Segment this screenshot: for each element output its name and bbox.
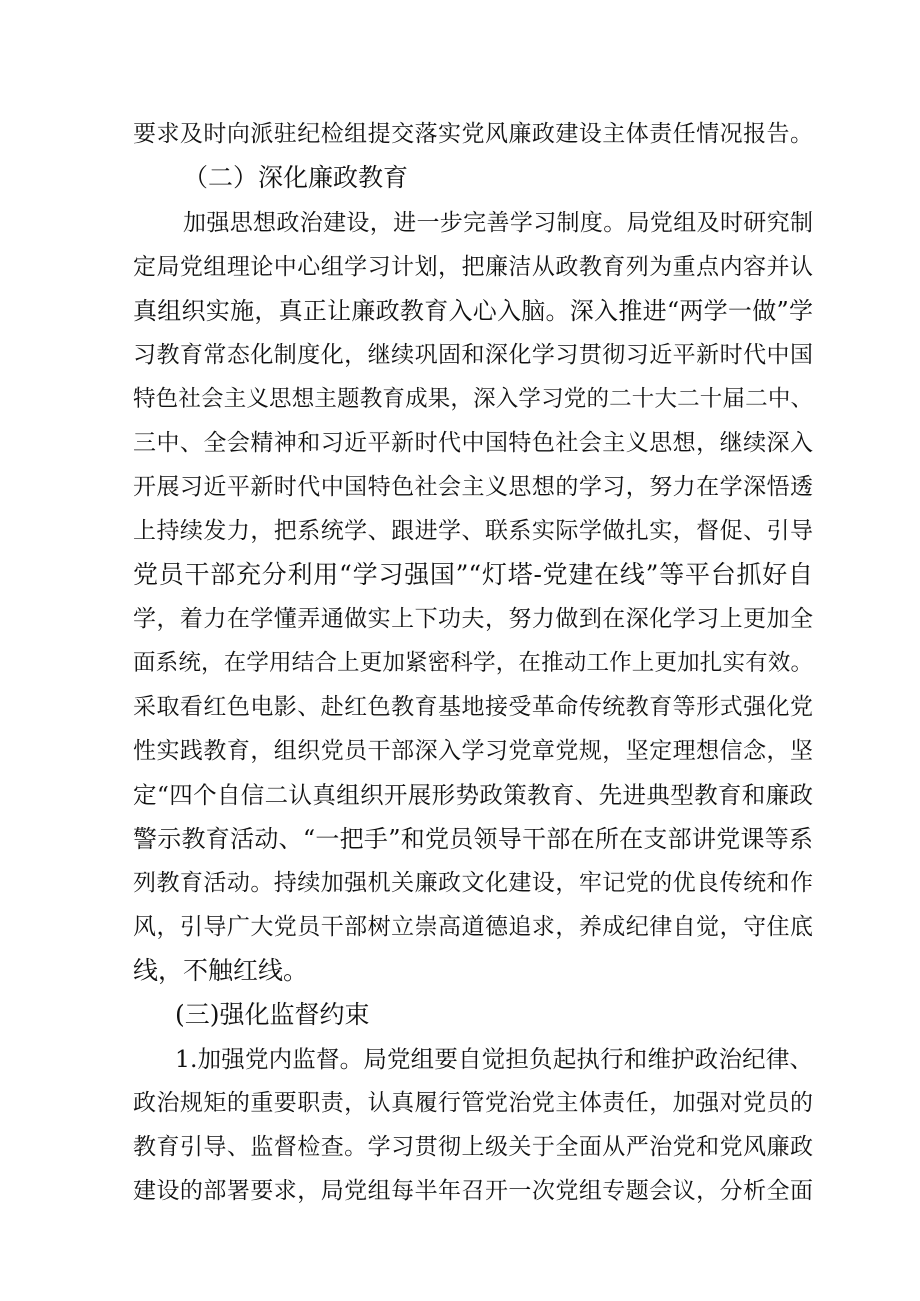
- paragraph-line: 政治规矩的重要职责，认真履行管党治党主体责任，加强对党员的: [133, 1090, 813, 1116]
- paragraph-line: 真组织实施，真正让廉政教育入心入脑。深入推进“两学一做”学: [133, 297, 813, 325]
- paragraph-line: 1.加强党内监督。局党组要自觉担负起执行和维护政治纪律、: [175, 1045, 813, 1073]
- paragraph-line: 性实践教育，组织党员干部深入学习党章党规，坚定理想信念，坚: [133, 738, 813, 764]
- paragraph-line: 开展习近平新时代中国特色社会主义思想的学习，努力在学深悟透: [133, 474, 813, 500]
- paragraph-line: 党员干部充分利用“学习强国”“灯塔-党建在线”等平台抓好自: [133, 560, 813, 589]
- paragraph-line: 采取看红色电影、赴红色教育基地接受革命传统教育等形式强化党: [133, 694, 813, 720]
- paragraph-line: 三中、全会精神和习近平新时代中国特色社会主义思想，继续深入: [133, 430, 813, 456]
- section-heading: （二）深化廉政教育: [183, 163, 409, 192]
- paragraph-line: 教育引导、监督检查。学习贯彻上级关于全面从严治党和党风廉政: [133, 1134, 813, 1160]
- paragraph-line: 定局党组理论中心组学习计划，把廉洁从政教育列为重点内容并认: [133, 254, 813, 280]
- paragraph-line: 加强思想政治建设，进一步完善学习制度。局党组及时研究制: [183, 210, 813, 236]
- paragraph-line: 要求及时向派驻纪检组提交落实党风廉政建设主体责任情况报告。: [133, 121, 813, 147]
- paragraph-line: 列教育活动。持续加强机关廉政文化建设，牢记党的优良传统和作: [133, 870, 813, 896]
- paragraph-line: 面系统，在学用结合上更加紧密科学，在推动工作上更加扎实有效。: [133, 650, 813, 676]
- paragraph-line: 学，着力在学懂弄通做实上下功夫，努力做到在深化学习上更加全: [133, 606, 813, 632]
- paragraph-line: 定“四个自信二认真组织开展形势政策教育、先进典型教育和廉政: [133, 781, 813, 809]
- paragraph-line: 线，不触红线。: [133, 956, 309, 985]
- paragraph-line: 特色社会主义思想主题教育成果，深入学习党的二十大二十届二中、: [133, 386, 813, 412]
- section-heading: (三)强化监督约束: [175, 1000, 370, 1029]
- paragraph-line: 习教育常态化制度化，继续巩固和深化学习贯彻习近平新时代中国: [133, 342, 813, 368]
- paragraph-line: 上持续发力，把系统学、跟进学、联系实际学做扎实，督促、引导: [133, 518, 813, 544]
- paragraph-line: 建设的部署要求，局党组每半年召开一次党组专题会议，分析全面: [133, 1178, 813, 1204]
- paragraph-line: 风，引导广大党员干部树立崇高道德追求，养成纪律自觉，守住底: [133, 914, 813, 940]
- paragraph-line: 警示教育活动、“一把手”和党员领导干部在所在支部讲党课等系: [133, 825, 813, 853]
